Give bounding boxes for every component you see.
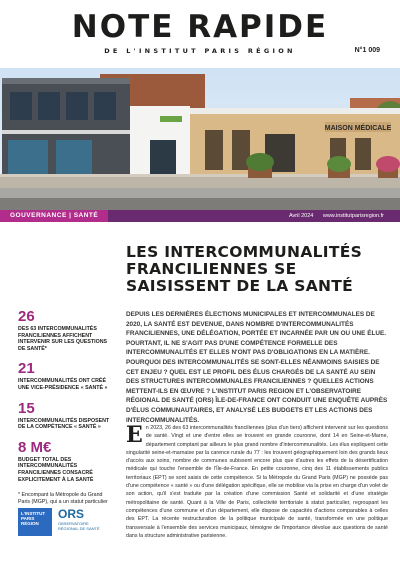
publication-title: NOTE RAPIDE xyxy=(71,9,329,45)
key-figure-number: 15 xyxy=(18,399,35,417)
key-figure xyxy=(18,440,114,483)
medical-house-sign: MAISON MÉDICALE xyxy=(324,125,392,132)
ors-logo: ORS OBSERVATOIRE RÉGIONAL DE SANTÉ xyxy=(58,507,100,531)
publication-subtitle: DE L'INSTITUT PARIS RÉGION xyxy=(104,47,296,55)
key-figure-label: INTERCOMMUNALITÉS DISPOSENT DE LA COMPÉTENCE « SANTÉ » xyxy=(18,417,110,431)
key-figure-number: 26 xyxy=(18,308,35,325)
key-figure-label: DES 63 INTERCOMMUNALITÉS FRANCILIENNES AFFICHENT INTERVENIR SUR LES QUESTIONS DE SANTÉ* xyxy=(18,326,108,352)
key-figures-sidebar xyxy=(18,309,114,505)
publication-date: Avril 2024 xyxy=(288,213,314,219)
article-lead: DEPUIS LES DERNIÈRES ÉLECTIONS MUNICIPALES ET INTERCOMMUNALES DE 2020, LA SANTÉ EST DEVENUE, DANS NOMBRE D'INTERCOMMUNALITÉS FRANCILIENNES, UNE DÉLÉGATION, PORTÉE ET INCARNÉE PAR UN OU UNE ÉLUE. POURTANT, IL NE S'AGIT PAS D'UNE COMPÉTENCE FORMELLE DES INTERCOMMUNALITÉS ET ELLES N'ONT PAS D'OBLIGATIONS EN LA MATIÈRE. POURQUOI DES INTERCOMMUNALITÉS SE SONT-ELLES NÉANMOINS SAISIES DE CET ENJEU ? QUEL EST LE PROFIL DES ÉLUS CHARGÉS DE LA SANTÉ AU SEIN DES STRUCTURES INTERCOMMUNALES FRANCILIENNES ? QUELLES ACTIONS METTENT-ILS EN ŒUVRE ? L'INSTITUT PARIS REGION ET L'OBSERVATOIRE RÉGIONAL DE SANTÉ (ORS) ÎLE-DE-FRANCE ONT CONDUIT UNE ENQUÊTE AUPRÈS D'ÉLUS COMMUNAUTAIRES, ET ANALYSÉ LES BUDGETS ET LES ACTIONS DES INTERCOMMUNALITÉS. xyxy=(126,311,388,424)
category-band xyxy=(0,210,400,222)
key-figure-label: BUDGET TOTAL DES INTERCOMMUNALITÉS FRANCILIENNES CONSACRÉ EXPLICITEMENT À LA SANTÉ xyxy=(18,456,94,483)
article-headline: LES INTERCOMMUNALITÉS FRANCILIENNES SE SAISISSENT DE LA SANTÉ xyxy=(126,243,363,295)
building-illustration xyxy=(0,68,400,210)
publication-meta xyxy=(281,213,384,219)
institut-paris-region-logo: L'INSTITUT PARIS RÉGION xyxy=(18,508,52,536)
article-body-text: n 2023, 26 des 63 intercommunalités franciliennes (plus d'un tiers) affichent intervenir sur les questions de santé. Vingt et une d'entre elles se trouvent en grande couronne, dont 14 en Seine-et-Marne, département comptant par ailleurs le plus grand nombre d'intercommunalités. Les élus expliquent cette singularité seine-et-marnaise par la carence rurale du 77 : les trouvent géographiquement loin des grands lieux d'accès aux soins, nombre de communes subissent encore plus que d'autres les effets de la désertification médicale qui touche l'ensemble de l'Île-de-France. En petite couronne, cinq des 11 établissements publics territoriaux (EPT) se sont saisis de cette compétence. Si la Métropole du Grand Paris (MGP) ne possède pas d'une compétence « santé » ou d'une délégation spécifique, elle se mobilise via la prise en charge d'un volet de son action, qu'il s'est traduite par la création d'une commission Santé et solidarité et d'une stratégie métropolitaine de santé. Quant à la Ville de Paris, collectivité territoriale à statut particulier, regroupant les compétences d'une commune et d'un département, elle dispose de capacités d'actions comparables à celles des EPT. La récente restructuration de la politique municipale de santé, transformée en une politique transversale à l'ensemble des services municipaux, témoigne de l'importance dévolue aux questions de santé dans la structure administrative parisienne. xyxy=(126,425,388,539)
key-figure xyxy=(18,401,114,431)
key-figure xyxy=(18,361,114,391)
masthead xyxy=(0,0,400,68)
drop-cap: E xyxy=(126,424,143,448)
issue-number: N°1 009 xyxy=(354,47,380,54)
key-figure-number: 8 M€ xyxy=(18,438,52,456)
article-body xyxy=(126,424,388,564)
partner-logos xyxy=(18,508,128,538)
sidebar-footnote: * Encompant la Métropole du Grand Paris (MGP), qui a un statut particulier xyxy=(18,492,108,505)
key-figure xyxy=(18,309,114,352)
key-figure-number: 21 xyxy=(18,360,35,378)
website-link[interactable]: www.institutparisregion.fr xyxy=(322,213,384,219)
cover-photo xyxy=(0,68,400,210)
key-figure-label: INTERCOMMUNALITÉS ONT CRÉÉ UNE VICE-PRÉSIDENCE « SANTÉ » xyxy=(18,378,108,391)
category-tag: GOUVERNANCE | SANTÉ xyxy=(0,210,108,222)
